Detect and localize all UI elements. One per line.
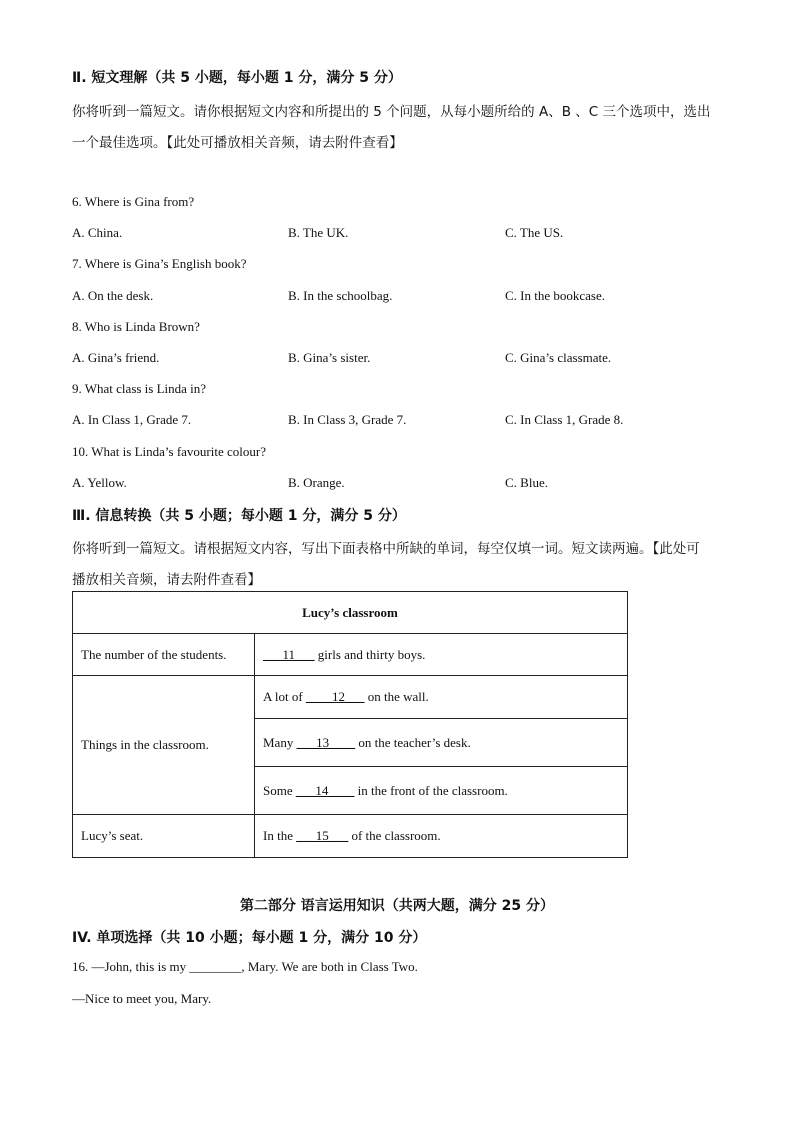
question-10-option-c: C. Blue. [505, 475, 548, 490]
row-things-desk-post: on the teacher’s desk. [355, 734, 471, 750]
row-seat-value [255, 815, 628, 858]
row-things-wall-post: on the wall. [364, 689, 429, 704]
section-3-heading: Ⅲ. 信息转换（共 5 小题；每小题 1 分，满分 5 分） [72, 508, 406, 524]
question-6-option-a: A. China. [72, 225, 123, 240]
question-7-option-a: A. On the desk. [72, 288, 154, 303]
question-10: 10. What is Linda’s favourite colour? [72, 444, 266, 459]
row-things-desk [255, 719, 628, 767]
question-10-option-b: B. Orange. [288, 475, 345, 490]
row-students-value [255, 634, 628, 676]
row-things-wall-pre: A lot of [263, 689, 306, 704]
part-2-title: 第二部分 语言运用知识（共两大题，满分 25 分） [239, 898, 555, 914]
section-3-instruction-line-1: 你将听到一篇短文。请根据短文内容，写出下面表格中所缺的单词，每空仅填一词。短文读两遍。【此处可 [72, 541, 700, 557]
section-2-instruction-line-1: 你将听到一篇短文。请你根据短文内容和所提出的 5 个问题，从每小题所给的 A、B 、C 三个选项中，选出 [72, 104, 711, 120]
row-things-wall [255, 676, 628, 719]
question-9-option-b: B. In Class 3, Grade 7. [288, 412, 407, 427]
section-4-heading: IV. 单项选择（共 10 小题；每小题 1 分，满分 10 分） [72, 930, 427, 946]
blank-11[interactable]: ___11___ [263, 646, 315, 662]
section-3-instruction-line-2: 播放相关音频，请去附件查看】 [72, 572, 261, 588]
row-things-front-pre: Some [263, 782, 296, 798]
blank-14[interactable]: ___14____ [295, 782, 355, 798]
question-8: 8. Who is Linda Brown? [72, 319, 200, 334]
question-8-option-a: A. Gina’s friend. [72, 350, 160, 365]
row-seat-label: Lucy’s seat. [73, 815, 255, 858]
row-seat-post: of the classroom. [348, 828, 441, 843]
question-8-option-b: B. Gina’s sister. [288, 350, 371, 365]
section-2-instruction-line-2: 一个最佳选项。【此处可播放相关音频，请去附件查看】 [72, 135, 403, 151]
question-9: 9. What class is Linda in? [72, 381, 207, 396]
blank-15[interactable]: ___15___ [296, 828, 349, 843]
table-title: Lucy’s classroom [73, 592, 628, 634]
question-6-option-c: C. The US. [505, 225, 564, 240]
question-16-line-1: 16. —John, this is my ________, Mary. We are both in Class Two. [72, 959, 418, 974]
question-7-option-b: B. In the schoolbag. [288, 288, 393, 303]
blank-13[interactable]: ___13____ [296, 734, 356, 750]
question-16-line-2: —Nice to meet you, Mary. [72, 991, 212, 1006]
question-6: 6. Where is Gina from? [72, 194, 195, 209]
question-10-option-a: A. Yellow. [72, 475, 127, 490]
question-9-option-a: A. In Class 1, Grade 7. [72, 412, 192, 427]
row-seat-pre: In the [263, 828, 297, 843]
question-8-option-c: C. Gina’s classmate. [505, 350, 612, 365]
row-things-front [255, 767, 628, 815]
lucy-classroom-table [72, 591, 628, 858]
question-7: 7. Where is Gina’s English book? [72, 256, 247, 271]
row-students-label: The number of the students. [73, 634, 255, 676]
row-things-label: Things in the classroom. [73, 676, 255, 815]
row-students-text: girls and thirty boys. [314, 646, 426, 662]
question-6-option-b: B. The UK. [288, 225, 349, 240]
section-2-heading: Ⅱ. 短文理解（共 5 小题，每小题 1 分，满分 5 分） [72, 70, 402, 86]
row-things-front-post: in the front of the classroom. [354, 782, 508, 798]
question-9-option-c: C. In Class 1, Grade 8. [505, 412, 624, 427]
blank-12[interactable]: ____12___ [305, 689, 365, 704]
question-7-option-c: C. In the bookcase. [505, 288, 606, 303]
row-things-desk-pre: Many [263, 734, 297, 750]
